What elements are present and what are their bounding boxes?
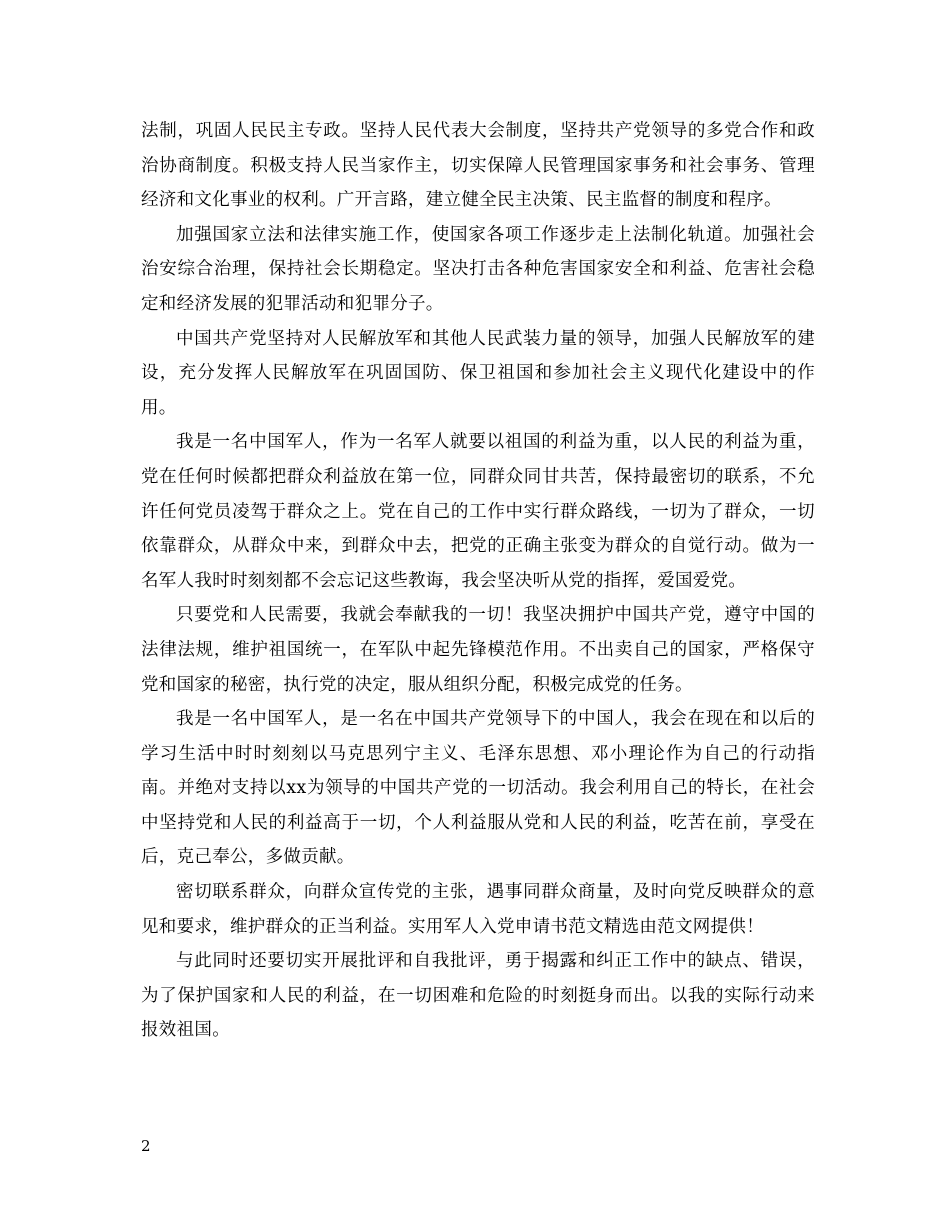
paragraph: 我是一名中国军人，是一名在中国共产党领导下的中国人，我会在现在和以后的学习生活中时时刻刻以马克思列宁主义、毛泽东思想、邓小理论作为自己的行动指南。并绝对支持以xx为领导的中国共产党的一切活动。我会利用自己的特长，在社会中坚持党和人民的利益高于一切，个人利益服从党和人民的利益，吃苦在前，享受在后，克己奉公，多做贡献。: [141, 709, 815, 868]
paragraph: 法制，巩固人民民主专政。坚持人民代表大会制度，坚持共产党领导的多党合作和政治协商制度。积极支持人民当家作主，切实保障人民管理国家事务和社会事务、管理经济和文化事业的权利。广开言路，建立健全民主决策、民主监督的制度和程序。: [141, 121, 815, 211]
paragraph: 只要党和人民需要，我就会奉献我的一切！我坚决拥护中国共产党，遵守中国的法律法规，维护祖国统一，在军队中起先锋模范作用。不出卖自己的国家，严格保守党和国家的秘密，执行党的决定，服从组织分配，积极完成党的任务。: [141, 605, 815, 695]
paragraph: 加强国家立法和法律实施工作，使国家各项工作逐步走上法制化轨道。加强社会治安综合治理，保持社会长期稳定。坚决打击各种危害国家安全和利益、危害社会稳定和经济发展的犯罪活动和犯罪分子。: [141, 224, 815, 314]
page-number: 2: [141, 1137, 151, 1155]
paragraph: 我是一名中国军人，作为一名军人就要以祖国的利益为重，以人民的利益为重，党在任何时候都把群众利益放在第一位，同群众同甘共苦，保持最密切的联系，不允许任何党员凌驾于群众之上。党在自己的工作中实行群众路线，一切为了群众，一切依靠群众，从群众中来，到群众中去，把党的正确主张变为群众的自觉行动。做为一名军人我时时刻刻都不会忘记这些教诲，我会坚决听从党的指挥，爱国爱党。: [141, 432, 815, 591]
document-body: [141, 114, 815, 1048]
paragraph: 与此同时还要切实开展批评和自我批评，勇于揭露和纠正工作中的缺点、错误，为了保护国家和人民的利益，在一切困难和危险的时刻挺身而出。以我的实际行动来报效祖国。: [141, 951, 815, 1041]
paragraph: 中国共产党坚持对人民解放军和其他人民武装力量的领导，加强人民解放军的建设，充分发挥人民解放军在巩固国防、保卫祖国和参加社会主义现代化建设中的作用。: [141, 328, 815, 418]
paragraph: 密切联系群众，向群众宣传党的主张，遇事同群众商量，及时向党反映群众的意见和要求，维护群众的正当利益。实用军人入党申请书范文精选由范文网提供！: [141, 882, 815, 937]
